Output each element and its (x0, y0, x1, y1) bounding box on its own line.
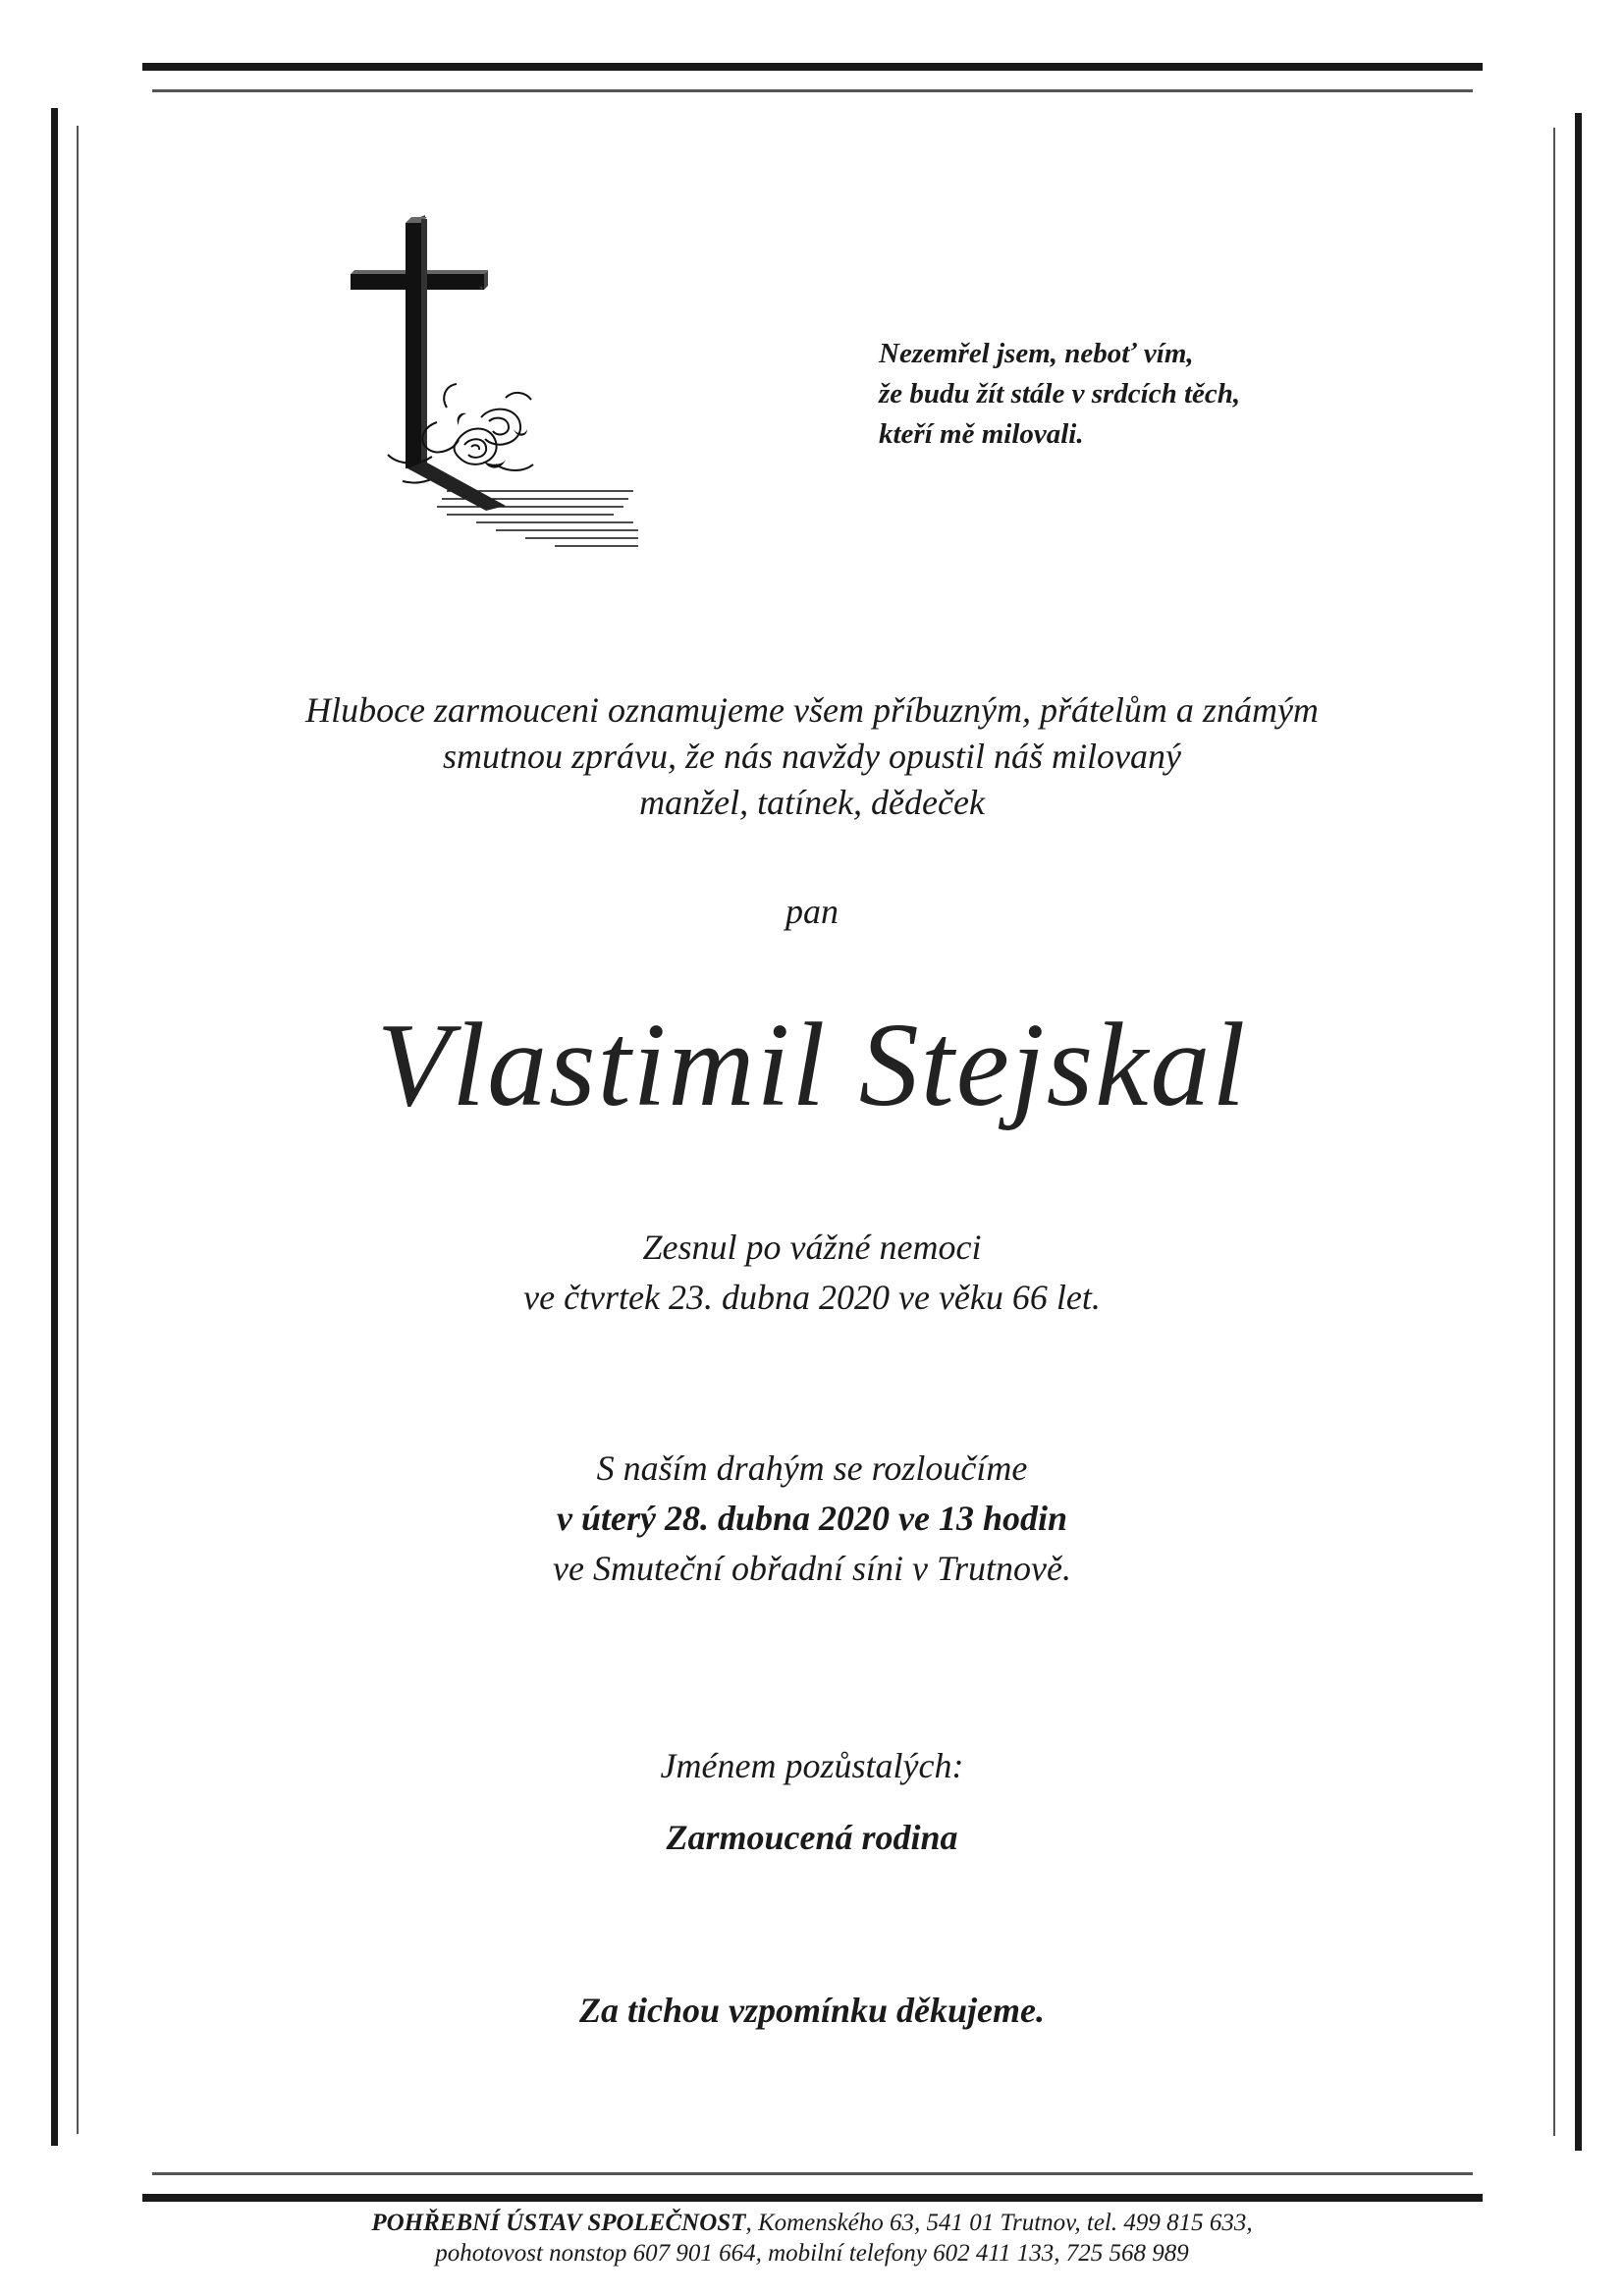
bottom-border-thick (142, 2194, 1483, 2202)
closing-thanks: Za tichou vzpomínku děkujeme. (578, 1991, 1045, 2030)
footer-address: , Komenského 63, 541 01 Trutnov, tel. 499 815 633, (745, 2210, 1253, 2236)
signature-family: Zarmoucená rodina (666, 1818, 958, 1857)
quote-line: kteří mě milovali. (879, 418, 1084, 450)
epitaph-quote (879, 334, 1429, 455)
farewell-info (0, 1444, 1624, 1594)
quote-line: Nezemřel jsem, neboť vím, (879, 338, 1194, 369)
bottom-border-thin (152, 2172, 1473, 2175)
salutation: pan (785, 892, 839, 931)
top-border-thick (142, 63, 1483, 71)
farewell-date-time: v úterý 28. dubna 2020 ve 13 hodin (556, 1499, 1067, 1538)
announcement-text (0, 687, 1624, 826)
announcement-line: Hluboce zarmouceni oznamujeme všem příbuzným, přátelům a známým (305, 690, 1319, 730)
top-border-thin (152, 89, 1473, 92)
cross-with-roses-icon (349, 211, 643, 560)
announcement-line: manžel, tatínek, dědeček (639, 783, 985, 822)
death-info-line: Zesnul po vážné nemoci (642, 1228, 982, 1267)
footer-line-2: pohotovost nonstop 607 901 664, mobilní telefony 602 411 133, 725 568 989 (435, 2240, 1189, 2267)
deceased-name: Vlastimil Stejskal (376, 999, 1248, 1131)
death-info (0, 1223, 1624, 1323)
farewell-line: S naším drahým se rozloučíme (596, 1449, 1028, 1488)
footer-line-1 (0, 2208, 1624, 2238)
farewell-location: ve Smuteční obřadní síni v Trutnově. (553, 1549, 1071, 1588)
footer (0, 2208, 1624, 2269)
signature-label: Jménem pozůstalých: (660, 1746, 964, 1785)
footer-company: POHŘEBNÍ ÚSTAV SPOLEČNOST (371, 2210, 746, 2236)
announcement-line: smutnou zprávu, že nás navždy opustil náš milovaný (443, 737, 1181, 776)
quote-line: že budu žít stále v srdcích těch, (879, 378, 1241, 410)
death-info-line: ve čtvrtek 23. dubna 2020 ve věku 66 let. (523, 1278, 1101, 1317)
